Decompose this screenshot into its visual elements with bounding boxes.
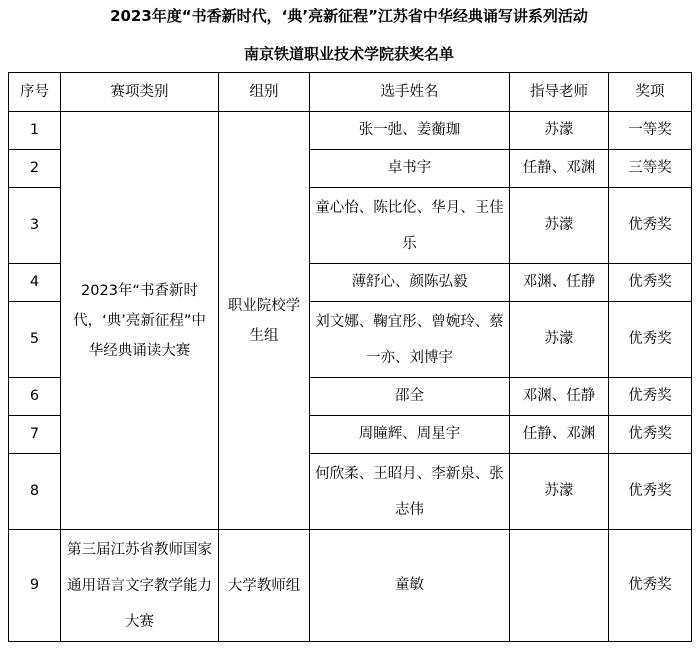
- cell-award: 三等奖: [609, 150, 692, 188]
- cell-names: 邵全: [310, 378, 510, 416]
- cell-teacher: [510, 530, 609, 642]
- cell-teacher: 苏濛: [510, 302, 609, 378]
- header-teacher: 指导老师: [510, 73, 609, 112]
- cell-award: 优秀奖: [609, 416, 692, 454]
- cell-names: 薄舒心、颜陈弘毅: [310, 264, 510, 302]
- cell-no: 8: [9, 454, 61, 530]
- cell-teacher: 苏濛: [510, 188, 609, 264]
- table-row: [9, 112, 692, 150]
- cell-no: 2: [9, 150, 61, 188]
- cell-group: 职业院校学生组: [219, 112, 310, 530]
- cell-award: 优秀奖: [609, 454, 692, 530]
- cell-teacher: 任静、邓渊: [510, 416, 609, 454]
- cell-names: 何欣柔、王昭月、李新泉、张志伟: [310, 454, 510, 530]
- cell-names: 童心怡、陈比伦、华月、王佳乐: [310, 188, 510, 264]
- table-row: [9, 530, 692, 642]
- cell-contest: 第三届江苏省教师国家通用语言文字教学能力大赛: [61, 530, 219, 642]
- awards-table: [8, 72, 692, 642]
- cell-no: 4: [9, 264, 61, 302]
- cell-names: 刘文娜、鞠宜彤、曾婉玲、蔡一亦、刘博宇: [310, 302, 510, 378]
- cell-group: 大学教师组: [219, 530, 310, 642]
- cell-names: 周瞳辉、周星宇: [310, 416, 510, 454]
- cell-no: 9: [9, 530, 61, 642]
- cell-award: 一等奖: [609, 112, 692, 150]
- cell-contest: 2023年“书香新时代，‘典’亮新征程”中华经典诵读大赛: [61, 112, 219, 530]
- cell-names: 卓书宇: [310, 150, 510, 188]
- cell-no: 6: [9, 378, 61, 416]
- document-title: 2023年度“书香新时代，‘典’亮新征程”江苏省中华经典诵写讲系列活动: [110, 7, 588, 25]
- header-contest: 赛项类别: [61, 73, 219, 112]
- cell-no: 7: [9, 416, 61, 454]
- header-award: 奖项: [609, 73, 692, 112]
- cell-teacher: 邓渊、任静: [510, 378, 609, 416]
- cell-award: 优秀奖: [609, 264, 692, 302]
- table-header-row: [9, 73, 692, 112]
- cell-award: 优秀奖: [609, 378, 692, 416]
- cell-teacher: 苏濛: [510, 112, 609, 150]
- header-names: 选手姓名: [310, 73, 510, 112]
- header-no: 序号: [9, 73, 61, 112]
- cell-teacher: 邓渊、任静: [510, 264, 609, 302]
- cell-names: 童敏: [310, 530, 510, 642]
- cell-no: 1: [9, 112, 61, 150]
- cell-teacher: 任静、邓渊: [510, 150, 609, 188]
- cell-names: 张一弛、姜蘅珈: [310, 112, 510, 150]
- cell-teacher: 苏濛: [510, 454, 609, 530]
- cell-award: 优秀奖: [609, 530, 692, 642]
- header-group: 组别: [219, 73, 310, 112]
- cell-award: 优秀奖: [609, 302, 692, 378]
- document-subtitle: 南京铁道职业技术学院获奖名单: [243, 45, 454, 63]
- cell-no: 5: [9, 302, 61, 378]
- cell-no: 3: [9, 188, 61, 264]
- cell-award: 优秀奖: [609, 188, 692, 264]
